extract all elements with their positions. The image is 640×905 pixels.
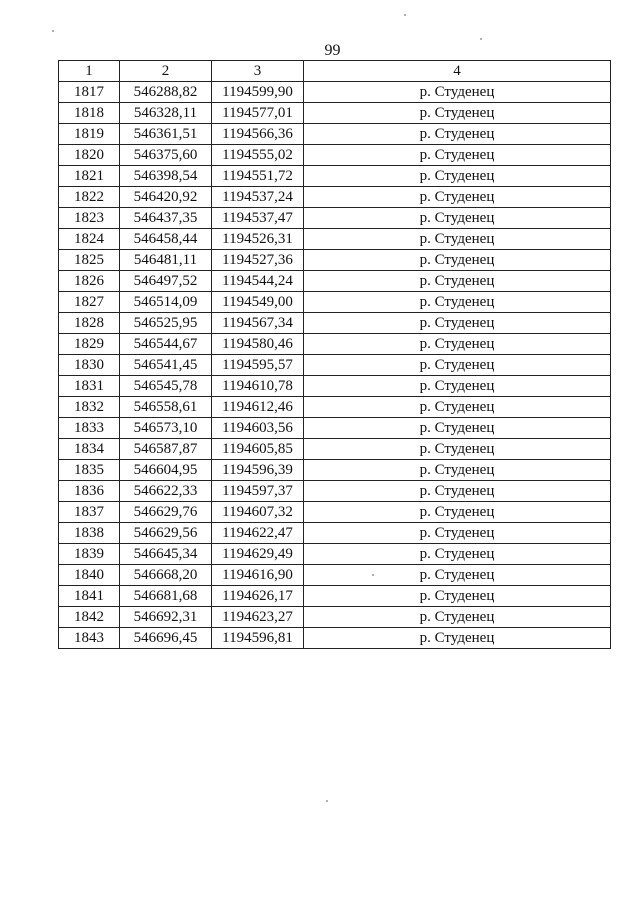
point-number-cell: 1835	[59, 460, 120, 481]
point-number-cell: 1827	[59, 292, 120, 313]
description-cell: р. Студенец	[304, 565, 611, 586]
point-number-cell: 1842	[59, 607, 120, 628]
description-cell: р. Студенец	[304, 460, 611, 481]
table-row	[59, 376, 611, 397]
description-cell: р. Студенец	[304, 313, 611, 334]
column-header-2: 2	[120, 61, 212, 82]
coordinate-x-cell: 546587,87	[120, 439, 212, 460]
point-number-cell: 1838	[59, 523, 120, 544]
coordinate-x-cell: 546645,34	[120, 544, 212, 565]
description-cell: р. Студенец	[304, 586, 611, 607]
description-cell: р. Студенец	[304, 145, 611, 166]
description-cell: р. Студенец	[304, 355, 611, 376]
description-cell: р. Студенец	[304, 166, 611, 187]
coordinate-x-cell: 546288,82	[120, 82, 212, 103]
point-number-cell: 1833	[59, 418, 120, 439]
table-row	[59, 334, 611, 355]
coordinate-x-cell: 546696,45	[120, 628, 212, 649]
coordinate-x-cell: 546629,56	[120, 523, 212, 544]
table-row	[59, 523, 611, 544]
coordinate-y-cell: 1194551,72	[212, 166, 304, 187]
scan-speck	[404, 14, 406, 16]
scan-speck	[326, 800, 328, 802]
description-cell: р. Студенец	[304, 544, 611, 565]
point-number-cell: 1830	[59, 355, 120, 376]
coordinate-y-cell: 1194599,90	[212, 82, 304, 103]
coordinate-y-cell: 1194566,36	[212, 124, 304, 145]
coordinate-y-cell: 1194577,01	[212, 103, 304, 124]
table-body	[59, 82, 611, 649]
coordinate-x-cell: 546514,09	[120, 292, 212, 313]
point-number-cell: 1821	[59, 166, 120, 187]
coordinate-x-cell: 546541,45	[120, 355, 212, 376]
coordinate-y-cell: 1194612,46	[212, 397, 304, 418]
coordinate-x-cell: 546545,78	[120, 376, 212, 397]
description-cell: р. Студенец	[304, 607, 611, 628]
description-cell: р. Студенец	[304, 418, 611, 439]
coordinate-y-cell: 1194580,46	[212, 334, 304, 355]
description-cell: р. Студенец	[304, 271, 611, 292]
description-cell: р. Студенец	[304, 103, 611, 124]
point-number-cell: 1822	[59, 187, 120, 208]
description-cell: р. Студенец	[304, 292, 611, 313]
point-number-cell: 1836	[59, 481, 120, 502]
coordinate-x-cell: 546361,51	[120, 124, 212, 145]
coordinate-y-cell: 1194626,17	[212, 586, 304, 607]
table-row	[59, 187, 611, 208]
description-cell: р. Студенец	[304, 250, 611, 271]
description-cell: р. Студенец	[304, 229, 611, 250]
table-row	[59, 565, 611, 586]
coordinate-y-cell: 1194596,39	[212, 460, 304, 481]
description-cell: р. Студенец	[304, 502, 611, 523]
description-cell: р. Студенец	[304, 439, 611, 460]
coordinate-x-cell: 546420,92	[120, 187, 212, 208]
point-number-cell: 1828	[59, 313, 120, 334]
coordinate-y-cell: 1194555,02	[212, 145, 304, 166]
coordinate-x-cell: 546437,35	[120, 208, 212, 229]
point-number-cell: 1834	[59, 439, 120, 460]
table-row	[59, 481, 611, 502]
table-row	[59, 418, 611, 439]
description-cell: р. Студенец	[304, 82, 611, 103]
coordinate-y-cell: 1194544,24	[212, 271, 304, 292]
coordinate-x-cell: 546458,44	[120, 229, 212, 250]
table-row	[59, 502, 611, 523]
point-number-cell: 1824	[59, 229, 120, 250]
description-cell: р. Студенец	[304, 187, 611, 208]
table-header-row	[59, 61, 611, 82]
table-row	[59, 607, 611, 628]
point-number-cell: 1829	[59, 334, 120, 355]
table-row	[59, 82, 611, 103]
coordinate-x-cell: 546681,68	[120, 586, 212, 607]
description-cell: р. Студенец	[304, 208, 611, 229]
table-row	[59, 124, 611, 145]
scan-speck	[52, 30, 54, 32]
point-number-cell: 1817	[59, 82, 120, 103]
table-row	[59, 103, 611, 124]
point-number-cell: 1843	[59, 628, 120, 649]
table-row	[59, 544, 611, 565]
table-row	[59, 439, 611, 460]
coordinate-y-cell: 1194595,57	[212, 355, 304, 376]
point-number-cell: 1823	[59, 208, 120, 229]
point-number-cell: 1832	[59, 397, 120, 418]
description-cell: р. Студенец	[304, 334, 611, 355]
coordinate-y-cell: 1194537,24	[212, 187, 304, 208]
table-row	[59, 628, 611, 649]
table-row	[59, 397, 611, 418]
coordinate-y-cell: 1194526,31	[212, 229, 304, 250]
coordinate-x-cell: 546668,20	[120, 565, 212, 586]
point-number-cell: 1837	[59, 502, 120, 523]
table-row	[59, 145, 611, 166]
scan-speck	[372, 574, 374, 576]
table-row	[59, 313, 611, 334]
coordinate-y-cell: 1194527,36	[212, 250, 304, 271]
table-row	[59, 208, 611, 229]
coordinate-x-cell: 546375,60	[120, 145, 212, 166]
point-number-cell: 1841	[59, 586, 120, 607]
coordinate-x-cell: 546398,54	[120, 166, 212, 187]
coordinate-y-cell: 1194623,27	[212, 607, 304, 628]
point-number-cell: 1819	[59, 124, 120, 145]
coordinate-y-cell: 1194629,49	[212, 544, 304, 565]
coordinate-y-cell: 1194603,56	[212, 418, 304, 439]
description-cell: р. Студенец	[304, 628, 611, 649]
coordinate-x-cell: 546573,10	[120, 418, 212, 439]
page-number: 99	[324, 42, 341, 59]
coordinate-y-cell: 1194597,37	[212, 481, 304, 502]
coordinate-y-cell: 1194605,85	[212, 439, 304, 460]
scan-speck	[480, 38, 482, 40]
coordinate-x-cell: 546328,11	[120, 103, 212, 124]
coordinate-x-cell: 546481,11	[120, 250, 212, 271]
point-number-cell: 1840	[59, 565, 120, 586]
column-header-3: 3	[212, 61, 304, 82]
table-row	[59, 166, 611, 187]
column-header-1: 1	[59, 61, 120, 82]
description-cell: р. Студенец	[304, 481, 611, 502]
coordinate-x-cell: 546558,61	[120, 397, 212, 418]
point-number-cell: 1839	[59, 544, 120, 565]
point-number-cell: 1818	[59, 103, 120, 124]
coordinate-x-cell: 546525,95	[120, 313, 212, 334]
table-row	[59, 271, 611, 292]
coordinate-y-cell: 1194610,78	[212, 376, 304, 397]
coordinate-x-cell: 546497,52	[120, 271, 212, 292]
coordinates-table	[58, 60, 611, 649]
coordinate-x-cell: 546629,76	[120, 502, 212, 523]
coordinate-y-cell: 1194549,00	[212, 292, 304, 313]
coordinate-y-cell: 1194607,32	[212, 502, 304, 523]
point-number-cell: 1826	[59, 271, 120, 292]
description-cell: р. Студенец	[304, 523, 611, 544]
coordinate-y-cell: 1194567,34	[212, 313, 304, 334]
description-cell: р. Студенец	[304, 376, 611, 397]
coordinate-x-cell: 546604,95	[120, 460, 212, 481]
coordinate-y-cell: 1194616,90	[212, 565, 304, 586]
description-cell: р. Студенец	[304, 397, 611, 418]
point-number-cell: 1820	[59, 145, 120, 166]
coordinate-x-cell: 546692,31	[120, 607, 212, 628]
coordinate-y-cell: 1194596,81	[212, 628, 304, 649]
table-row	[59, 229, 611, 250]
point-number-cell: 1825	[59, 250, 120, 271]
table-row	[59, 460, 611, 481]
table-row	[59, 355, 611, 376]
coordinate-x-cell: 546622,33	[120, 481, 212, 502]
coordinate-y-cell: 1194622,47	[212, 523, 304, 544]
description-cell: р. Студенец	[304, 124, 611, 145]
table-row	[59, 250, 611, 271]
coordinate-x-cell: 546544,67	[120, 334, 212, 355]
table-row	[59, 586, 611, 607]
table-row	[59, 292, 611, 313]
coordinate-y-cell: 1194537,47	[212, 208, 304, 229]
column-header-4: 4	[304, 61, 611, 82]
point-number-cell: 1831	[59, 376, 120, 397]
